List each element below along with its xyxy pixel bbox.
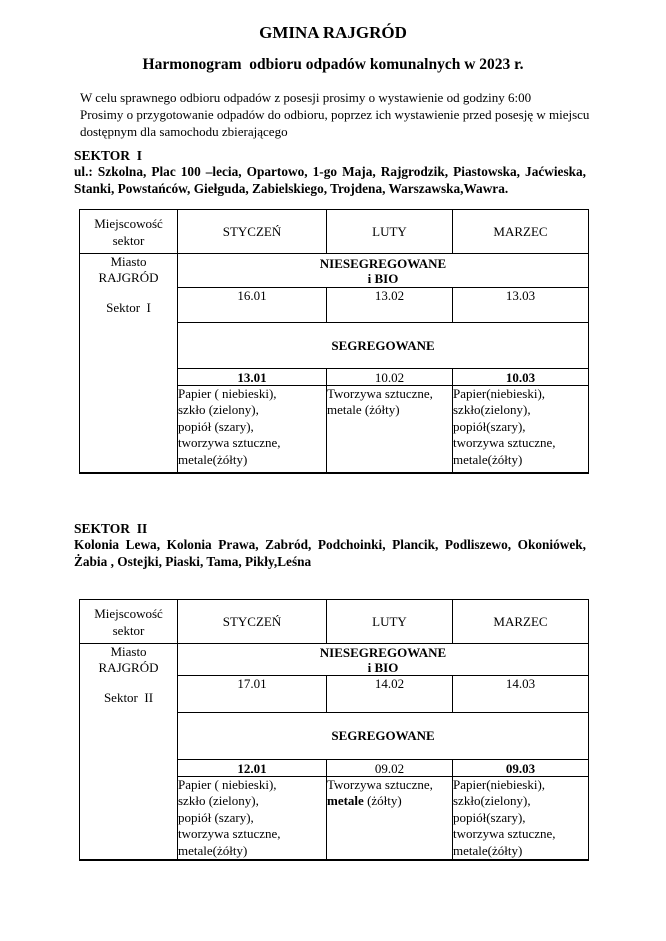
corner-header-cell: Miejscowość sektor <box>80 210 178 254</box>
segregated-date-january: 13.01 <box>178 369 327 386</box>
segregated-date-march: 10.03 <box>453 369 589 386</box>
month-header-march: MARZEC <box>453 600 589 644</box>
fraction-line: Tworzywa sztuczne, <box>327 777 433 792</box>
fractions-february-cell <box>327 386 453 474</box>
area-label-cell <box>80 644 178 861</box>
fraction-line: metale(żółty) <box>453 842 523 858</box>
area-name: RAJGRÓD <box>98 660 159 675</box>
fraction-line: popiół(szary), <box>453 809 526 825</box>
segregated-date-march: 09.03 <box>453 760 589 777</box>
month-header-february: LUTY <box>327 210 453 254</box>
unsegregated-label-cell <box>178 644 589 676</box>
table-row <box>80 644 589 676</box>
sector-1-table <box>79 209 589 474</box>
fraction-line: Papier(niebieski), <box>453 777 546 792</box>
fraction-color-note: (żółty) <box>361 402 400 418</box>
page-title: GMINA RAJGRÓD <box>259 23 407 42</box>
fraction-line: szkło (zielony), <box>178 402 259 418</box>
fraction-line: metale(żółty) <box>178 451 248 467</box>
fraction-line: tworzywa sztuczne, <box>453 435 556 451</box>
sector-2-block <box>74 521 586 570</box>
unsegregated-date-february: 14.02 <box>327 676 453 713</box>
sector-1-heading: SEKTOR I <box>74 148 143 163</box>
month-header-march: MARZEC <box>453 210 589 254</box>
unsegregated-date-february: 13.02 <box>327 288 453 323</box>
month-header-january: STYCZEŃ <box>178 600 327 644</box>
fraction-line: metale(żółty) <box>178 842 248 858</box>
area-town: Miasto <box>110 644 147 659</box>
fraction-line: tworzywa sztuczne, <box>178 826 281 842</box>
fractions-january-cell <box>178 777 327 861</box>
sector-2-heading: SEKTOR II <box>74 521 148 536</box>
fraction-line: Tworzywa sztuczne, <box>327 386 433 401</box>
fraction-line: popiół (szary), <box>178 809 254 825</box>
area-town: Miasto <box>110 254 147 269</box>
fraction-color-note: (żółty) <box>363 793 402 809</box>
table-row <box>80 600 589 644</box>
fraction-line: tworzywa sztuczne, <box>178 435 281 451</box>
segregated-date-february: 09.02 <box>327 760 453 777</box>
area-sector: Sektor I <box>106 300 151 315</box>
unsegregated-label-line1: NIESEGREGOWANE <box>319 255 447 271</box>
fraction-line: popiół (szary), <box>178 418 254 434</box>
segregated-label-cell: SEGREGOWANE <box>178 713 589 760</box>
intro-paragraph <box>80 89 596 140</box>
sector-1-block <box>74 148 586 197</box>
sector-2-streets: Kolonia Lewa, Kolonia Prawa, Zabród, Podchoinki, Plancik, Podliszewo, Okoniówek, Żabia , Ostejki, Piaski, Tama, Pikły,Leśna <box>74 537 586 569</box>
table-row <box>80 210 589 254</box>
area-name: RAJGRÓD <box>98 270 159 285</box>
fraction-line <box>327 402 452 418</box>
segregated-date-february: 10.02 <box>327 369 453 386</box>
area-label-cell <box>80 254 178 474</box>
fraction-line: szkło (zielony), <box>178 793 259 809</box>
unsegregated-label-line2: i BIO <box>367 659 399 675</box>
fraction-line: metale(żółty) <box>453 451 523 467</box>
fraction-line: Papier ( niebieski), <box>178 777 277 792</box>
area-sector: Sektor II <box>103 690 154 705</box>
page-subtitle: Harmonogram odbioru odpadów komunalnych w 2023 r. <box>142 56 524 73</box>
fractions-february-cell <box>327 777 453 861</box>
fraction-metal-word: metale <box>327 793 364 809</box>
month-header-february: LUTY <box>327 600 453 644</box>
fraction-line: tworzywa sztuczne, <box>453 826 556 842</box>
fractions-march-cell <box>453 386 589 474</box>
fractions-march-cell <box>453 777 589 861</box>
fraction-line: Papier ( niebieski), <box>178 386 277 401</box>
sector-2-table <box>79 599 589 861</box>
table-row <box>80 254 589 288</box>
unsegregated-label-cell <box>178 254 589 288</box>
unsegregated-label-line2: i BIO <box>367 270 399 286</box>
fractions-january-cell <box>178 386 327 474</box>
unsegregated-date-january: 16.01 <box>178 288 327 323</box>
unsegregated-label-line1: NIESEGREGOWANE <box>319 644 447 660</box>
intro-line-1: W celu sprawnego odbioru odpadów z posesji prosimy o wystawienie od godziny 6:00 <box>80 90 532 105</box>
segregated-date-january: 12.01 <box>178 760 327 777</box>
fraction-line: szkło(zielony), <box>453 793 531 809</box>
fraction-line: popiół(szary), <box>453 418 526 434</box>
fraction-line <box>327 793 452 809</box>
unsegregated-date-march: 13.03 <box>453 288 589 323</box>
intro-line-2: Prosimy o przygotowanie odpadów do odbioru, poprzez ich wystawienie przed posesję w miejscu dostępnym dla samochodu zbierającego <box>80 107 590 139</box>
corner-header-cell: Miejscowość sektor <box>80 600 178 644</box>
unsegregated-date-january: 17.01 <box>178 676 327 713</box>
fraction-line: szkło(zielony), <box>453 402 531 418</box>
unsegregated-date-march: 14.03 <box>453 676 589 713</box>
segregated-label-cell: SEGREGOWANE <box>178 323 589 369</box>
fraction-line: Papier(niebieski), <box>453 386 546 401</box>
fraction-metal-word: metale <box>327 402 362 418</box>
month-header-january: STYCZEŃ <box>178 210 327 254</box>
sector-1-streets: ul.: Szkolna, Plac 100 –lecia, Opartowo, 1-go Maja, Rajgrodzik, Piastowska, Jaćwieska, Stanki, Powstańców, Giełguda, Zabielskiego, Trojdena, Warszawska,Wawra. <box>74 164 586 196</box>
